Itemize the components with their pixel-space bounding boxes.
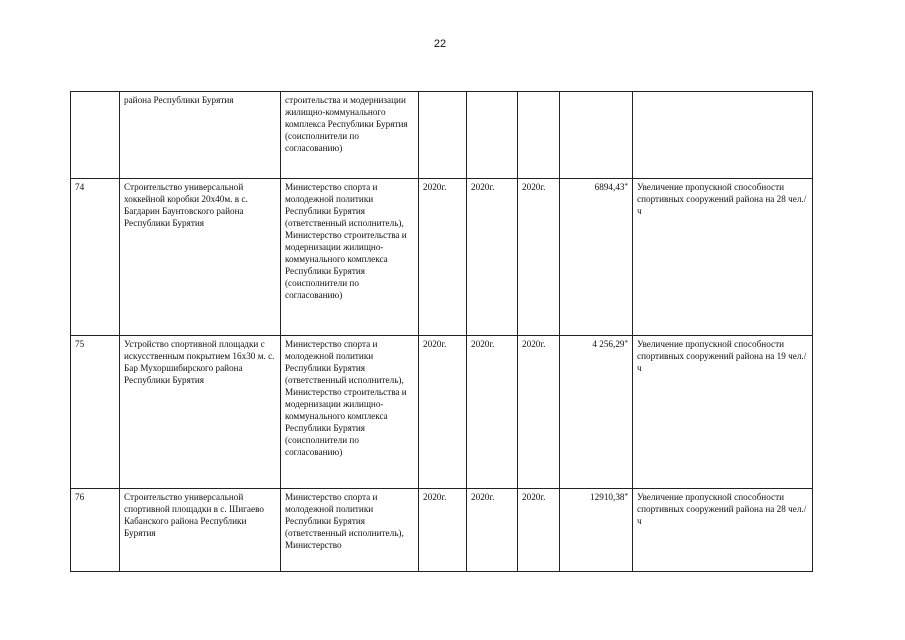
year-start: 2020г.: [419, 336, 467, 489]
cost-value: 12910,38: [590, 492, 625, 502]
year-start: 2020г.: [419, 179, 467, 336]
year-start: 2020г.: [419, 489, 467, 572]
object-name: Строительство универсальной хоккейной коробки 20х40м. в с. Багдарин Баунтовского района Республики Бурятия: [120, 179, 281, 336]
executors: строительства и модернизации жилищно-коммунального комплекса Республики Бурятия (соисполнители по согласованию): [281, 92, 419, 179]
expected-result: Увеличение пропускной способности спортивных сооружений района на 28 чел./ч: [633, 179, 813, 336]
cost-cell: [560, 336, 633, 489]
page-number: 22: [433, 38, 447, 50]
cost-cell: [560, 179, 633, 336]
cost-cell: [560, 92, 633, 179]
year-commission: 2020г.: [518, 336, 560, 489]
object-name: Устройство спортивной площадки с искусственным покрытием 16х30 м. с. Бар Мухоршибирского района Республики Бурятия: [120, 336, 281, 489]
year-commission: [518, 92, 560, 179]
executors: Министерство спорта и молодежной политики Республики Бурятия (ответственный исполнитель), Министерство: [281, 489, 419, 572]
cost-cell: [560, 489, 633, 572]
cost-value: 4 256,29: [592, 339, 625, 349]
cost-footnote-mark: *: [624, 339, 628, 347]
row-number: 74: [71, 179, 120, 336]
cost-footnote-mark: *: [624, 182, 628, 190]
cost-value: 6894,43: [594, 182, 625, 192]
table-row: [71, 336, 813, 489]
year-commission: 2020г.: [518, 179, 560, 336]
row-number: 76: [71, 489, 120, 572]
object-name: района Республики Бурятия: [120, 92, 281, 179]
year-end: [467, 92, 518, 179]
year-commission: 2020г.: [518, 489, 560, 572]
measures-table: [70, 91, 813, 572]
executors: Министерство спорта и молодежной политики Республики Бурятия (ответственный исполнитель), Министерство строительства и модернизации жилищно-коммунального комплекса Республики Бурятия (соисполнители по согласованию): [281, 336, 419, 489]
table-row: [71, 179, 813, 336]
table-row: [71, 489, 813, 572]
expected-result: [633, 92, 813, 179]
expected-result: Увеличение пропускной способности спортивных сооружений района на 19 чел./ч: [633, 336, 813, 489]
object-name: Строительство универсальной спортивной площадки в с. Шигаево Кабанского района Республики Бурятия: [120, 489, 281, 572]
year-end: 2020г.: [467, 336, 518, 489]
row-number: [71, 92, 120, 179]
year-end: 2020г.: [467, 179, 518, 336]
cost-footnote-mark: *: [624, 492, 628, 500]
executors: Министерство спорта и молодежной политики Республики Бурятия (ответственный исполнитель), Министерство строительства и модернизации жилищно-коммунального комплекса Республики Бурятия (соисполнители по согласованию): [281, 179, 419, 336]
expected-result: Увеличение пропускной способности спортивных сооружений района на 28 чел./ч: [633, 489, 813, 572]
table-row: [71, 92, 813, 179]
year-end: 2020г.: [467, 489, 518, 572]
year-start: [419, 92, 467, 179]
row-number: 75: [71, 336, 120, 489]
